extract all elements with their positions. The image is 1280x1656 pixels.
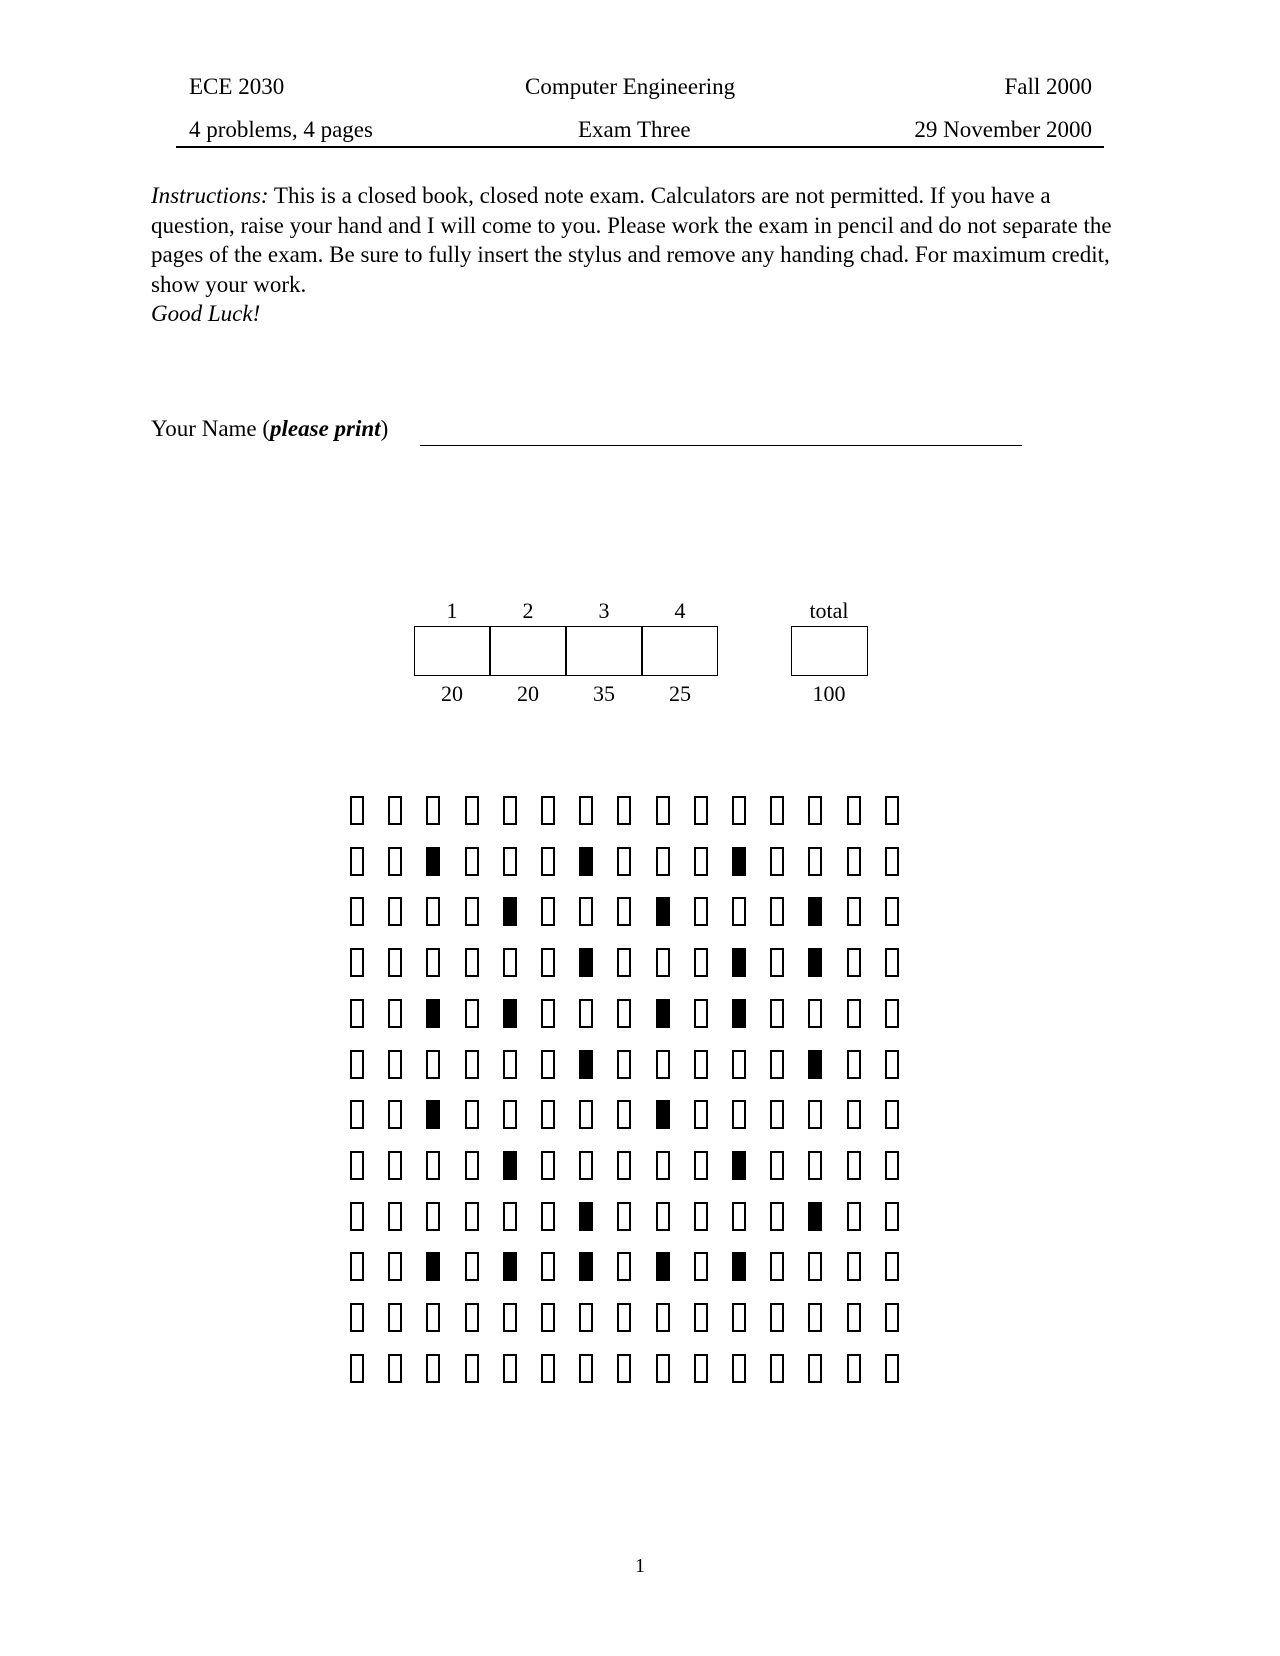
chad-box[interactable] [426, 897, 440, 926]
punched-chad[interactable] [808, 1202, 822, 1231]
punched-chad[interactable] [732, 1252, 746, 1281]
chad-box[interactable] [770, 1202, 784, 1231]
chad-box[interactable] [350, 796, 364, 825]
chad-box[interactable] [885, 1151, 899, 1180]
problem-points: 25 [669, 681, 691, 706]
chad-box[interactable] [426, 1151, 440, 1180]
chad-box[interactable] [503, 1202, 517, 1231]
chad-box[interactable] [388, 1100, 402, 1129]
problem-label: 2 [522, 598, 534, 623]
chad-box[interactable] [847, 1202, 861, 1231]
chad-box[interactable] [656, 796, 670, 825]
good-luck-text: Good Luck! [151, 301, 261, 326]
chad-box[interactable] [426, 1354, 440, 1383]
punched-chad[interactable] [732, 948, 746, 977]
chad-box[interactable] [694, 796, 708, 825]
chad-box[interactable] [656, 847, 670, 876]
chad-box[interactable] [732, 796, 746, 825]
problems-pages-count: 4 problems, 4 pages [189, 117, 373, 142]
chad-box[interactable] [770, 847, 784, 876]
chad-box[interactable] [503, 847, 517, 876]
chad-box[interactable] [617, 796, 631, 825]
chad-box[interactable] [732, 1354, 746, 1383]
chad-box[interactable] [885, 847, 899, 876]
chad-box[interactable] [388, 999, 402, 1028]
chad-box[interactable] [694, 948, 708, 977]
chad-box[interactable] [541, 1354, 555, 1383]
chad-box[interactable] [808, 1303, 822, 1332]
punched-chad[interactable] [503, 1151, 517, 1180]
punched-chad[interactable] [579, 1202, 593, 1231]
chad-box[interactable] [770, 1303, 784, 1332]
chad-box[interactable] [541, 1100, 555, 1129]
course-code: ECE 2030 [189, 74, 285, 99]
chad-box[interactable] [541, 1050, 555, 1079]
chad-box[interactable] [465, 796, 479, 825]
problem-label: 1 [446, 598, 458, 623]
problem-label: 3 [598, 598, 610, 623]
chad-box[interactable] [503, 1354, 517, 1383]
name-emphasis: please print [270, 416, 381, 441]
chad-box[interactable] [579, 1303, 593, 1332]
chad-box[interactable] [617, 1202, 631, 1231]
chad-box[interactable] [694, 1050, 708, 1079]
chad-box[interactable] [617, 1151, 631, 1180]
problem-points: 20 [441, 681, 463, 706]
name-suffix: ) [380, 416, 389, 441]
chad-box[interactable] [732, 1100, 746, 1129]
chad-box[interactable] [885, 1252, 899, 1281]
chad-box[interactable] [388, 1050, 402, 1079]
punched-chad[interactable] [732, 847, 746, 876]
chad-box[interactable] [617, 1100, 631, 1129]
chad-box[interactable] [541, 1151, 555, 1180]
chad-box[interactable] [388, 796, 402, 825]
chad-box[interactable] [579, 1151, 593, 1180]
chad-box[interactable] [617, 1354, 631, 1383]
chad-box[interactable] [541, 897, 555, 926]
chad-box[interactable] [388, 1354, 402, 1383]
chad-box[interactable] [847, 1303, 861, 1332]
punched-chad[interactable] [503, 1252, 517, 1281]
chad-box[interactable] [541, 999, 555, 1028]
term: Fall 2000 [1004, 74, 1092, 99]
punched-chad[interactable] [808, 897, 822, 926]
chad-box[interactable] [617, 1050, 631, 1079]
chad-box[interactable] [426, 1303, 440, 1332]
chad-box[interactable] [847, 1354, 861, 1383]
chad-box[interactable] [350, 999, 364, 1028]
chad-box[interactable] [503, 1050, 517, 1079]
chad-box[interactable] [465, 1252, 479, 1281]
chad-box[interactable] [465, 1303, 479, 1332]
chad-box[interactable] [465, 1050, 479, 1079]
punched-chad[interactable] [656, 1252, 670, 1281]
chad-box[interactable] [694, 1354, 708, 1383]
chad-box[interactable] [465, 999, 479, 1028]
chad-box[interactable] [847, 1050, 861, 1079]
punched-chad[interactable] [426, 847, 440, 876]
chad-box[interactable] [694, 1151, 708, 1180]
chad-box[interactable] [388, 1151, 402, 1180]
exam-date: 29 November 2000 [914, 117, 1092, 142]
chad-box[interactable] [808, 1354, 822, 1383]
chad-box[interactable] [694, 1252, 708, 1281]
chad-box[interactable] [808, 999, 822, 1028]
chad-box[interactable] [656, 1151, 670, 1180]
chad-box[interactable] [770, 796, 784, 825]
punched-chad[interactable] [732, 1151, 746, 1180]
chad-box[interactable] [732, 1202, 746, 1231]
punched-chad[interactable] [503, 999, 517, 1028]
chad-box[interactable] [350, 847, 364, 876]
punched-chad[interactable] [808, 948, 822, 977]
punched-chad[interactable] [426, 1252, 440, 1281]
chad-box[interactable] [617, 1252, 631, 1281]
chad-box[interactable] [808, 796, 822, 825]
chad-box[interactable] [541, 1303, 555, 1332]
problem-points: 35 [593, 681, 615, 706]
chad-box[interactable] [808, 1100, 822, 1129]
chad-box[interactable] [770, 1100, 784, 1129]
chad-box[interactable] [808, 1252, 822, 1281]
chad-box[interactable] [388, 897, 402, 926]
chad-box[interactable] [388, 1303, 402, 1332]
chad-box[interactable] [770, 1252, 784, 1281]
chad-box[interactable] [388, 847, 402, 876]
chad-box[interactable] [694, 1303, 708, 1332]
problem-label: 4 [674, 598, 686, 623]
chad-box[interactable] [694, 1100, 708, 1129]
chad-box[interactable] [503, 1100, 517, 1129]
total-points: 100 [812, 681, 846, 706]
chad-box[interactable] [350, 1354, 364, 1383]
chad-box[interactable] [808, 847, 822, 876]
chad-box[interactable] [465, 1151, 479, 1180]
chad-box[interactable] [350, 1303, 364, 1332]
punched-chad[interactable] [656, 1100, 670, 1129]
chad-box[interactable] [847, 1100, 861, 1129]
chad-box[interactable] [885, 1100, 899, 1129]
punched-chad[interactable] [579, 948, 593, 977]
chad-box[interactable] [656, 1050, 670, 1079]
punched-chad[interactable] [808, 1050, 822, 1079]
name-prefix: Your Name ( [151, 416, 271, 441]
exam-title: Exam Three [578, 117, 691, 142]
chad-box[interactable] [885, 1202, 899, 1231]
chad-box[interactable] [465, 1202, 479, 1231]
chad-box[interactable] [426, 1202, 440, 1231]
chad-box[interactable] [694, 1202, 708, 1231]
punched-chad[interactable] [426, 999, 440, 1028]
chad-box[interactable] [350, 948, 364, 977]
chad-box[interactable] [847, 796, 861, 825]
punched-chad[interactable] [426, 1100, 440, 1129]
chad-box[interactable] [579, 796, 593, 825]
chad-box[interactable] [541, 1252, 555, 1281]
chad-box[interactable] [617, 948, 631, 977]
chad-box[interactable] [847, 1151, 861, 1180]
chad-box[interactable] [656, 948, 670, 977]
punched-chad[interactable] [503, 897, 517, 926]
punched-chad[interactable] [579, 1050, 593, 1079]
chad-box[interactable] [847, 999, 861, 1028]
instructions-body: This is a closed book, closed note exam. Calculators are not permitted. If you have a question, raise your hand and I will come to you. Please work the exam in pencil and do not separate the pages of the exam. Be sure to fully insert the stylus and remove any handing chad. For maximum credit, show your work. [151, 183, 1112, 297]
chad-box[interactable] [541, 847, 555, 876]
chad-box[interactable] [847, 847, 861, 876]
chad-box[interactable] [579, 999, 593, 1028]
chad-box[interactable] [350, 1252, 364, 1281]
chad-box[interactable] [426, 796, 440, 825]
chad-box[interactable] [465, 948, 479, 977]
chad-box[interactable] [732, 1303, 746, 1332]
chad-box[interactable] [694, 999, 708, 1028]
chad-box[interactable] [617, 897, 631, 926]
chad-box[interactable] [541, 948, 555, 977]
chad-box[interactable] [579, 1100, 593, 1129]
chad-box[interactable] [656, 1202, 670, 1231]
chad-box[interactable] [656, 1354, 670, 1383]
chad-box[interactable] [503, 796, 517, 825]
punched-chad[interactable] [579, 1252, 593, 1281]
chad-box[interactable] [617, 1303, 631, 1332]
instructions-lead: Instructions: [151, 183, 269, 208]
chad-box[interactable] [617, 847, 631, 876]
total-label: total [809, 598, 849, 623]
chad-box[interactable] [617, 999, 631, 1028]
chad-box[interactable] [465, 897, 479, 926]
chad-box[interactable] [388, 1252, 402, 1281]
chad-box[interactable] [465, 1354, 479, 1383]
chad-box[interactable] [350, 1202, 364, 1231]
chad-box[interactable] [885, 948, 899, 977]
chad-box[interactable] [885, 1303, 899, 1332]
chad-box[interactable] [770, 948, 784, 977]
chad-box[interactable] [847, 948, 861, 977]
chad-box[interactable] [732, 1050, 746, 1079]
punched-chad[interactable] [732, 999, 746, 1028]
chad-box[interactable] [847, 1252, 861, 1281]
punched-chad[interactable] [656, 897, 670, 926]
chad-box[interactable] [465, 1100, 479, 1129]
punched-chad[interactable] [579, 847, 593, 876]
chad-box[interactable] [770, 999, 784, 1028]
chad-box[interactable] [885, 897, 899, 926]
punched-chad[interactable] [656, 999, 670, 1028]
chad-box[interactable] [541, 1202, 555, 1231]
department-name: Computer Engineering [525, 74, 736, 99]
chad-box[interactable] [350, 1151, 364, 1180]
chad-box[interactable] [350, 1100, 364, 1129]
chad-box[interactable] [656, 1303, 670, 1332]
chad-box[interactable] [541, 796, 555, 825]
problem-points: 20 [517, 681, 539, 706]
chad-box[interactable] [388, 1202, 402, 1231]
chad-box[interactable] [350, 897, 364, 926]
chad-box[interactable] [426, 1050, 440, 1079]
chad-box[interactable] [770, 1050, 784, 1079]
chad-box[interactable] [847, 897, 861, 926]
chad-box[interactable] [770, 1354, 784, 1383]
chad-box[interactable] [808, 1151, 822, 1180]
chad-box[interactable] [732, 897, 746, 926]
chad-box[interactable] [503, 1303, 517, 1332]
chad-box[interactable] [694, 897, 708, 926]
chad-box[interactable] [885, 1354, 899, 1383]
chad-box[interactable] [350, 1050, 364, 1079]
page-number: 1 [635, 1555, 645, 1577]
chad-box[interactable] [885, 999, 899, 1028]
chad-box[interactable] [388, 948, 402, 977]
chad-box[interactable] [579, 1354, 593, 1383]
chad-box[interactable] [694, 847, 708, 876]
chad-box[interactable] [885, 1050, 899, 1079]
chad-box[interactable] [770, 1151, 784, 1180]
chad-box[interactable] [426, 948, 440, 977]
chad-box[interactable] [503, 948, 517, 977]
chad-box[interactable] [465, 847, 479, 876]
chad-box[interactable] [885, 796, 899, 825]
chad-box[interactable] [770, 897, 784, 926]
chad-box[interactable] [579, 897, 593, 926]
